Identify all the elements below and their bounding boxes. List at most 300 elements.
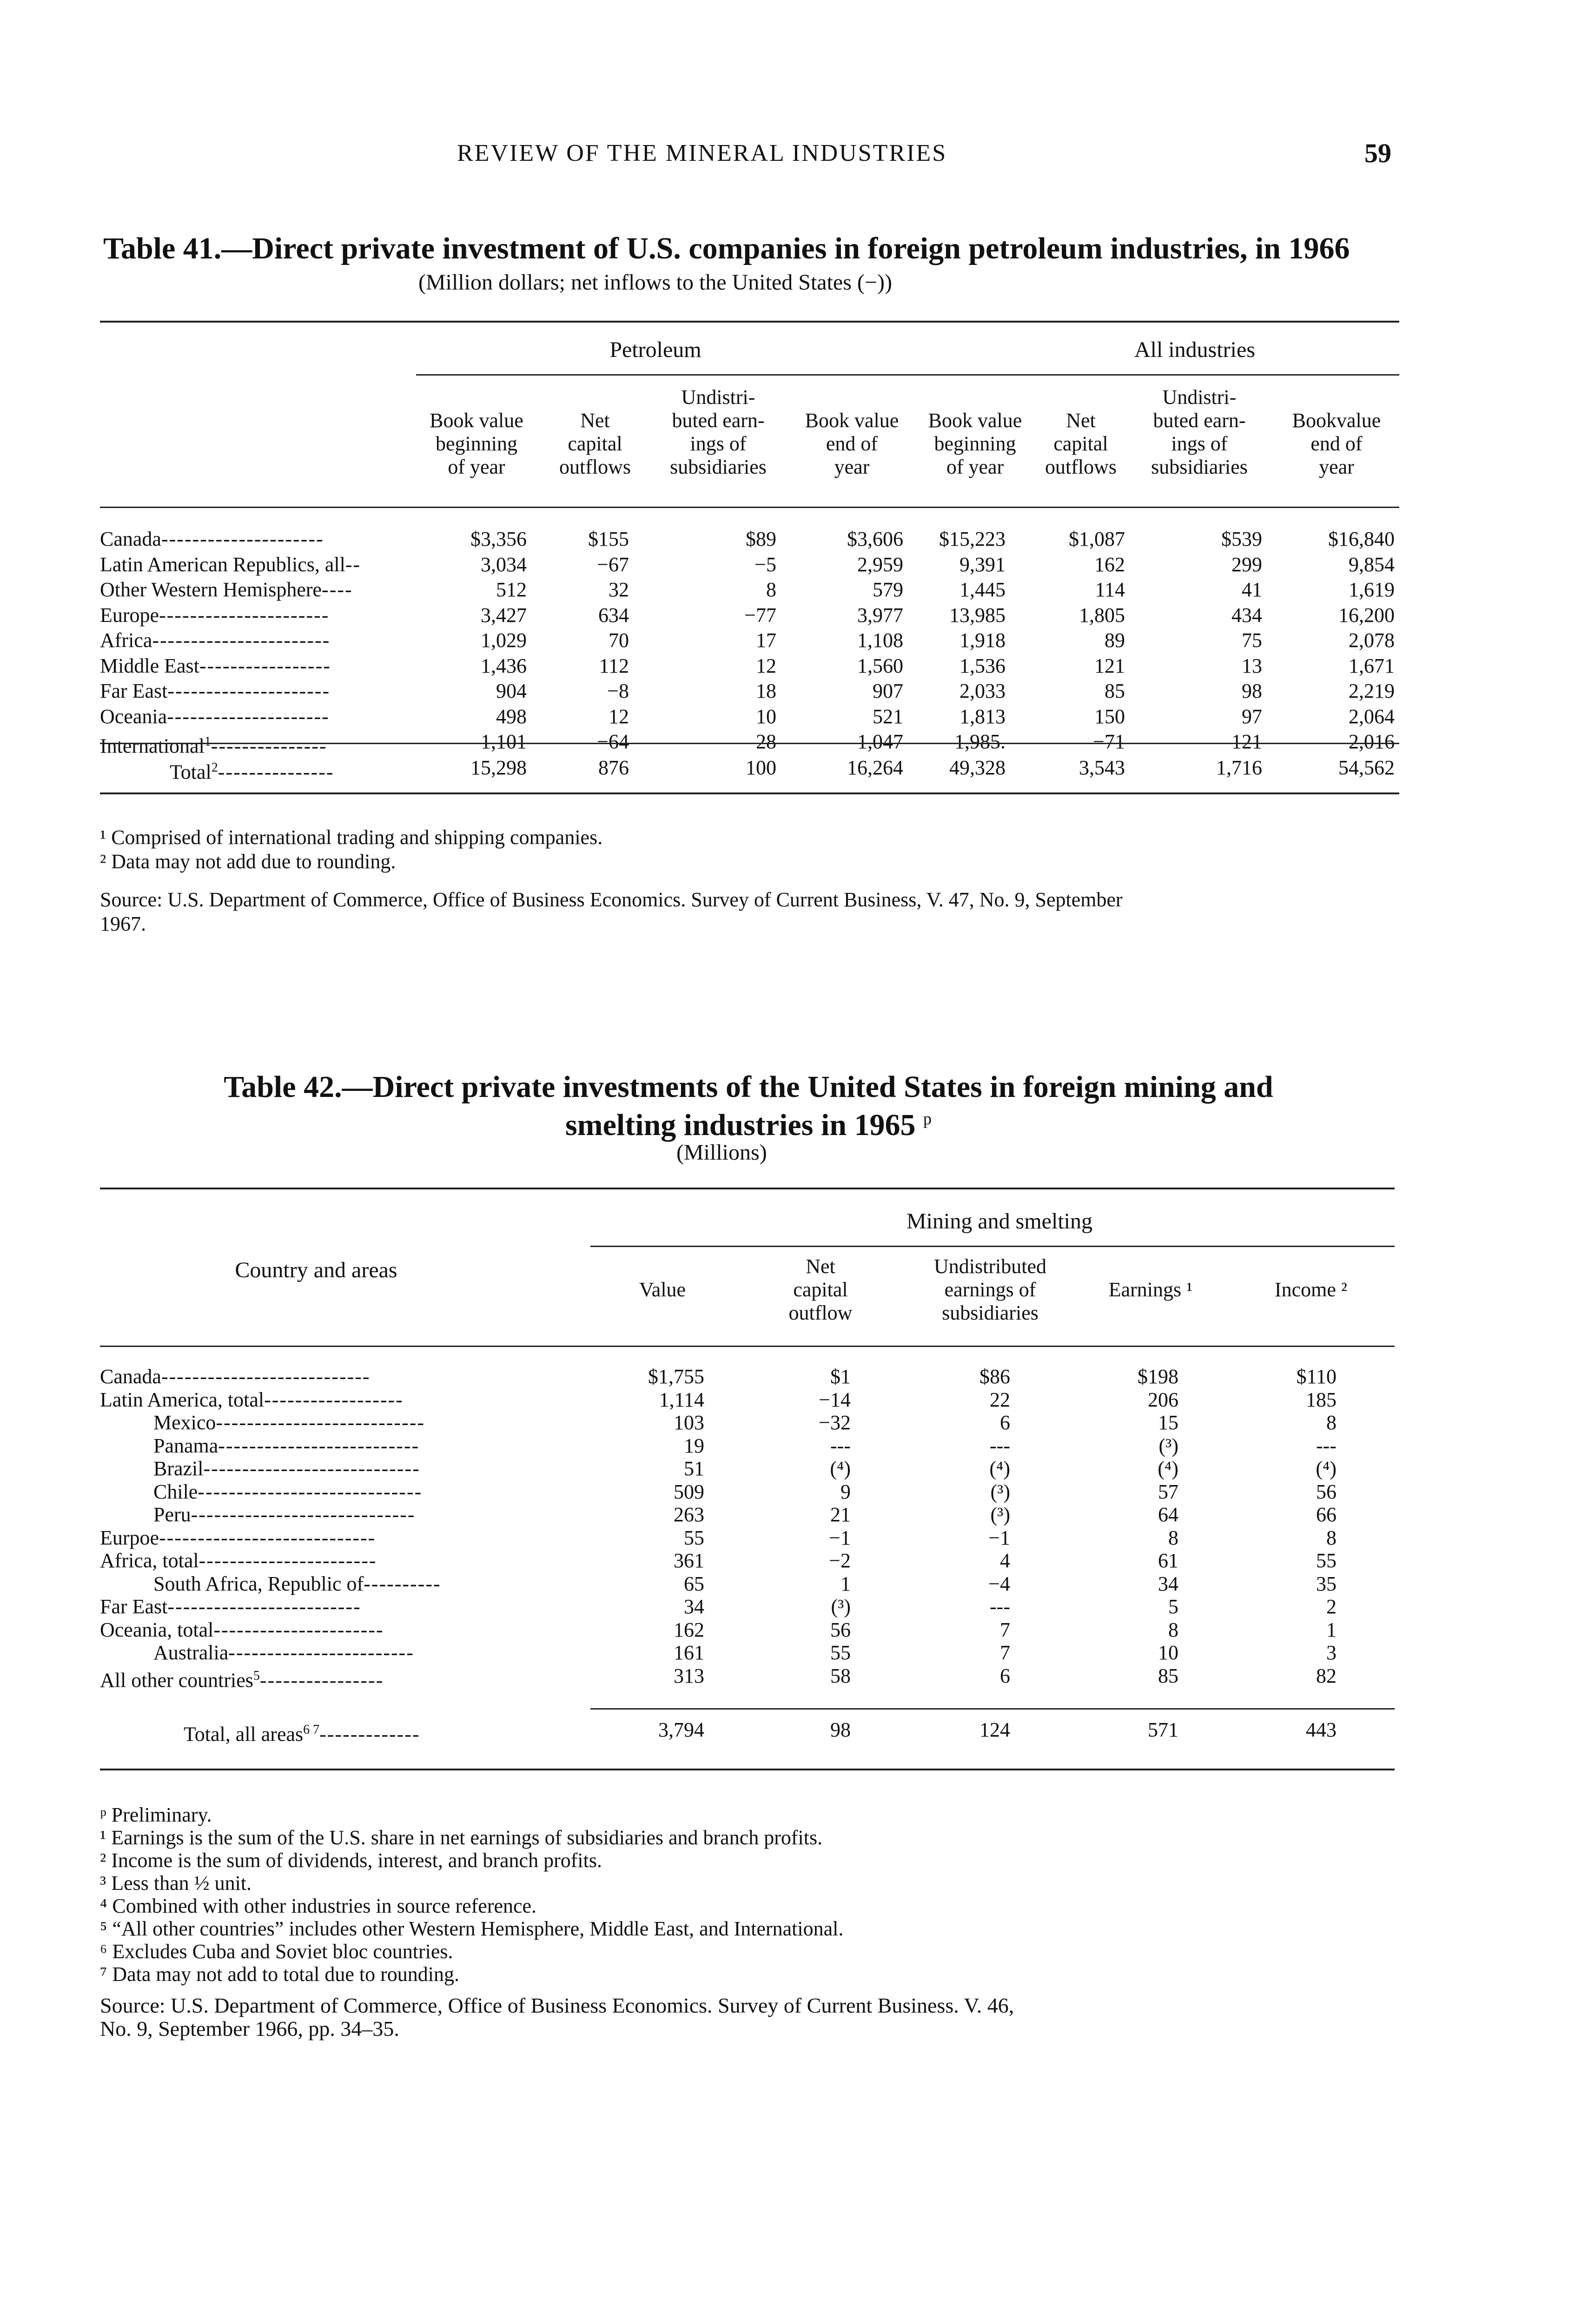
cell-value: 7 [1000, 1641, 1010, 1664]
table42-row [100, 1664, 1399, 1692]
row-label-text: Peru [153, 1503, 191, 1526]
footnote-ref: 6 7 [303, 1723, 320, 1737]
row-label-text: South Africa, Republic of [153, 1572, 364, 1595]
row-label-text: Oceania [100, 705, 167, 728]
table41-source-line1: Source: U.S. Department of Commerce, Office of Business Economics. Survey of Current Business, V. 47, No. 9, September [100, 888, 1123, 911]
table41-row [100, 729, 1399, 758]
cell-value: −5 [754, 553, 776, 576]
leader-dots: --------------------------- [161, 1365, 371, 1388]
cell-value: 1,029 [481, 629, 527, 652]
cell-value: −4 [988, 1572, 1010, 1595]
table42-footnote-p: ᵖ Preliminary. [100, 1803, 212, 1826]
cell-value: $1,755 [648, 1365, 704, 1388]
cell-value: 361 [674, 1549, 704, 1572]
cell-value: 1,918 [959, 629, 1006, 652]
cell-value: $198 [1138, 1365, 1178, 1388]
table41-col-head-5: Book value beginning of year [928, 409, 1022, 478]
cell-value: −1 [988, 1526, 1010, 1549]
cell-value: −1 [829, 1526, 851, 1549]
table41-row [100, 552, 1399, 577]
row-label-text: Far East [100, 1595, 168, 1618]
cell-value: 3,977 [857, 603, 903, 627]
cell-value: 1,985. [954, 730, 1006, 753]
row-label [100, 1618, 384, 1643]
table42-footnote-7: ⁷ Data may not add to total due to rounding. [100, 1963, 459, 1986]
cell-value: 54,562 [1338, 756, 1395, 779]
cell-value: (⁴) [1158, 1457, 1178, 1480]
cell-value: 17 [756, 629, 776, 652]
cell-value: 876 [598, 756, 629, 779]
cell-value: 21 [830, 1503, 851, 1526]
table41-footnotes [100, 825, 602, 874]
leader-dots: ------------------------- [167, 1595, 361, 1618]
cell-value: 51 [684, 1457, 704, 1480]
cell-value: 1,108 [857, 629, 903, 652]
cell-value: 1,805 [1079, 603, 1125, 627]
row-label-text: Middle East [100, 654, 199, 677]
cell-value: 89 [1105, 629, 1125, 652]
table42-group-rule [590, 1246, 1395, 1247]
cell-value: (³) [990, 1480, 1010, 1503]
table42-source [100, 1994, 1014, 2040]
table42-footnote-6: ⁶ Excludes Cuba and Soviet bloc countries. [100, 1940, 453, 1963]
cell-value: $1,087 [1069, 528, 1125, 550]
row-label-text: Other Western Hemisphere [100, 578, 322, 601]
cell-value: 6 [1000, 1411, 1010, 1434]
cell-value: 35 [1316, 1572, 1337, 1595]
row-label [153, 1410, 425, 1435]
row-label [100, 704, 330, 729]
cell-value: 22 [990, 1388, 1010, 1411]
cell-value: 55 [830, 1641, 851, 1664]
table42-row [100, 1548, 1399, 1573]
leader-dots: -- [345, 553, 361, 576]
cell-value: −32 [819, 1411, 851, 1434]
table41-col-head-3: Undistri- buted earn- ings of subsidiaries [670, 386, 767, 478]
cell-value: 85 [1105, 680, 1125, 702]
row-label [100, 1387, 404, 1413]
leader-dots: ---------------------------- [203, 1457, 420, 1480]
row-label [153, 1433, 419, 1459]
running-head: REVIEW OF THE MINERAL INDUSTRIES [457, 140, 947, 166]
row-label [100, 1594, 361, 1619]
table41-col-head-6: Net capital outflows [1045, 409, 1117, 478]
leader-dots: ------------- [319, 1723, 420, 1746]
table41-total-row [100, 755, 1399, 784]
row-label-text: Australia [153, 1641, 229, 1664]
cell-value: 9 [840, 1480, 851, 1503]
table42-row [100, 1618, 1399, 1643]
cell-value: $110 [1296, 1365, 1337, 1388]
cell-value: 100 [746, 756, 776, 779]
cell-value: 114 [1095, 578, 1125, 601]
table42-row [100, 1456, 1399, 1481]
table42-row [100, 1410, 1399, 1435]
cell-value: 121 [1094, 654, 1125, 677]
row-label-text: Oceania, total [100, 1618, 214, 1641]
table42-col-head-4: Earnings ¹ [1108, 1278, 1193, 1301]
cell-value: 1,114 [659, 1388, 704, 1411]
cell-value: 41 [1242, 578, 1262, 601]
cell-value: 579 [873, 578, 903, 601]
cell-value: −14 [819, 1388, 851, 1411]
row-label-text: Total, all areas [184, 1723, 304, 1746]
cell-value: 2,064 [1349, 705, 1395, 728]
footnote-ref: 5 [253, 1668, 260, 1683]
cell-value: 3 [1326, 1641, 1337, 1664]
table41-row [100, 704, 1399, 729]
row-label-text: Total [170, 760, 212, 784]
cell-value: 7 [1000, 1618, 1010, 1641]
cell-value: 12 [609, 705, 629, 728]
table42-top-rule [100, 1188, 1395, 1189]
cell-value: 18 [756, 680, 776, 702]
cell-value: 49,328 [949, 756, 1006, 779]
table41-bottom-rule [100, 792, 1399, 794]
table41-header-rule [100, 507, 1399, 508]
row-label [100, 1664, 384, 1693]
cell-value: --- [990, 1595, 1010, 1618]
cell-value: 1,671 [1349, 654, 1395, 677]
row-label-text: Canada [100, 528, 161, 550]
cell-value: 1,436 [481, 654, 527, 677]
cell-value: 8 [766, 578, 776, 601]
table42-title-line1: Table 42.—Direct private investments of the United States in foreign mining and [224, 1070, 1273, 1104]
table42-row [100, 1433, 1399, 1459]
table42-title [195, 1071, 1302, 1141]
table42-header-rule [100, 1346, 1395, 1347]
row-label-text: Latin America, total [100, 1388, 265, 1411]
footnote-ref: 2 [211, 760, 218, 775]
cell-value: 13 [1242, 654, 1262, 677]
table41-row [100, 654, 1399, 679]
cell-value: 82 [1316, 1664, 1337, 1687]
cell-value: 32 [609, 578, 629, 601]
leader-dots: --------------------- [167, 680, 331, 702]
cell-value: 3,427 [481, 603, 527, 627]
row-label [153, 1479, 422, 1505]
cell-value: 58 [830, 1664, 851, 1687]
table41-footnote-2: ² Data may not add due to rounding. [100, 850, 396, 873]
table42-footnote-4: ⁴ Combined with other industries in source reference. [100, 1895, 537, 1917]
cell-value: 1,560 [857, 654, 903, 677]
cell-value: 150 [1094, 705, 1125, 728]
cell-value: 56 [830, 1618, 851, 1641]
row-label [170, 755, 334, 785]
table41-top-rule [100, 321, 1399, 323]
cell-value: 75 [1242, 629, 1262, 652]
leader-dots: --------------------------- [216, 1411, 425, 1434]
row-label [100, 654, 331, 679]
cell-value: 162 [674, 1618, 704, 1641]
table42-row [100, 1502, 1399, 1527]
cell-value: 571 [1148, 1718, 1178, 1741]
table41-footnote-1: ¹ Comprised of international trading and shipping companies. [100, 826, 603, 849]
row-label [100, 552, 361, 577]
leader-dots: ----------------------------- [191, 1503, 416, 1526]
cell-value: 521 [873, 705, 903, 728]
cell-value: 15 [1158, 1411, 1178, 1434]
table41-row [100, 527, 1399, 552]
row-label-text: International [100, 734, 205, 758]
cell-value: $3,356 [470, 528, 527, 550]
cell-value: 103 [674, 1411, 704, 1434]
leader-dots: ---- [322, 578, 353, 601]
table41-col-head-4: Book value end of year [805, 409, 899, 478]
table42-title-line2: smelting industries in 1965 [565, 1108, 916, 1142]
cell-value: 16,264 [847, 756, 903, 779]
row-label [100, 628, 330, 653]
table42-source-line2: No. 9, September 1966, pp. 34–35. [100, 2017, 399, 2040]
row-label-text: Latin American Republics, all [100, 553, 345, 576]
cell-value: −77 [744, 603, 776, 627]
cell-value: 263 [674, 1503, 704, 1526]
cell-value: −64 [597, 730, 629, 753]
cell-value: 206 [1148, 1388, 1178, 1411]
cell-value: 1 [1326, 1618, 1337, 1641]
table42-row [100, 1571, 1399, 1597]
cell-value: 15,298 [470, 756, 527, 779]
cell-value: 124 [979, 1718, 1010, 1741]
cell-value: −71 [1093, 730, 1125, 753]
row-label [100, 1548, 377, 1573]
footnote-ref: 1 [204, 734, 211, 749]
cell-value: 19 [684, 1434, 704, 1457]
cell-value: (⁴) [1316, 1457, 1337, 1480]
table41-source [100, 888, 1123, 936]
table42-row [100, 1364, 1399, 1389]
table41-subtitle: (Million dollars; net inflows to the United States (−)) [418, 270, 892, 295]
table42-row [100, 1479, 1399, 1505]
row-label [100, 1364, 371, 1389]
table42-row [100, 1594, 1399, 1619]
cell-value: 8 [1326, 1526, 1337, 1549]
table42-row [100, 1525, 1399, 1551]
cell-value: $16,840 [1328, 528, 1395, 550]
cell-value: 907 [873, 680, 903, 702]
table41-row [100, 628, 1399, 653]
row-label-text: Europe [100, 603, 159, 627]
cell-value: 2,959 [857, 553, 903, 576]
cell-value: −67 [597, 553, 629, 576]
cell-value: 904 [496, 680, 527, 702]
cell-value: 1,445 [959, 578, 1006, 601]
cell-value: 8 [1326, 1411, 1337, 1434]
cell-value: 1,716 [1216, 756, 1262, 779]
table42-footnote-2: ² Income is the sum of dividends, interest, and branch profits. [100, 1849, 602, 1872]
row-label [100, 603, 329, 628]
row-label [153, 1502, 416, 1527]
table42-footnote-5: ⁵ “All other countries” includes other Western Hemisphere, Middle East, and International. [100, 1917, 844, 1940]
page-number: 59 [1364, 138, 1391, 168]
cell-value: 2,016 [1349, 730, 1395, 753]
cell-value: 161 [674, 1641, 704, 1664]
cell-value: 185 [1306, 1388, 1337, 1411]
cell-value: $89 [746, 528, 776, 550]
table41-row [100, 603, 1399, 628]
table42-col-head-3: Undistributed earnings of subsidiaries [934, 1255, 1046, 1324]
leader-dots: ---------------- [259, 1669, 384, 1692]
cell-value: (⁴) [830, 1457, 851, 1480]
cell-value: 66 [1316, 1503, 1337, 1526]
cell-value: 1,536 [959, 654, 1006, 677]
table41-group-petroleum: Petroleum [609, 337, 701, 362]
table42-title-sup: p [923, 1109, 932, 1128]
cell-value: 13,985 [949, 603, 1006, 627]
cell-value: $86 [979, 1365, 1010, 1388]
leader-dots: ----------------------- [152, 629, 331, 652]
row-label-text: Africa [100, 629, 152, 652]
table42-footnote-1: ¹ Earnings is the sum of the U.S. share in net earnings of subsidiaries and branch profits. [100, 1826, 823, 1849]
cell-value: 2,078 [1349, 629, 1395, 652]
table42-col-head-5: Income ² [1274, 1278, 1348, 1301]
cell-value: 16,200 [1338, 603, 1395, 627]
leader-dots: ----------------- [199, 654, 331, 677]
cell-value: 5 [1168, 1595, 1178, 1618]
cell-value: −2 [829, 1549, 851, 1572]
cell-value: 3,794 [658, 1718, 704, 1741]
cell-value: 12 [756, 654, 776, 677]
cell-value: 1,619 [1349, 578, 1395, 601]
cell-value: 28 [756, 730, 776, 753]
cell-value: 2 [1326, 1595, 1337, 1618]
cell-value: 70 [609, 629, 629, 652]
table41-total-rule [100, 743, 1399, 744]
cell-value: 85 [1158, 1664, 1178, 1687]
row-label-text: Chile [153, 1480, 198, 1503]
leader-dots: --------------- [218, 760, 334, 784]
cell-value: 1,047 [857, 730, 903, 753]
cell-value: $155 [588, 528, 629, 550]
cell-value: 10 [1158, 1641, 1178, 1664]
cell-value: 64 [1158, 1503, 1178, 1526]
cell-value: $539 [1221, 528, 1262, 550]
cell-value: 9,854 [1349, 553, 1395, 576]
table41-col-head-7: Undistri- buted earn- ings of subsidiaries [1151, 386, 1248, 478]
cell-value: 1,101 [481, 730, 527, 753]
leader-dots: -------------------------- [218, 1434, 420, 1457]
cell-value: --- [1316, 1434, 1337, 1457]
table42-col-head-1: Value [639, 1278, 686, 1301]
leader-dots: ---------------------- [159, 603, 330, 627]
cell-value: (⁴) [989, 1457, 1010, 1480]
cell-value: 98 [1242, 680, 1262, 702]
table41-col-head-2: Net capital outflows [559, 409, 631, 478]
table41-title: Table 41.—Direct private investment of U.S. companies in foreign petroleum industries, in 1966 [103, 231, 1350, 265]
cell-value: 313 [674, 1664, 704, 1687]
table41-row [100, 577, 1399, 602]
table42-footnotes [100, 1803, 843, 1986]
table42-total-row [100, 1717, 1399, 1746]
cell-value: 8 [1168, 1618, 1178, 1641]
cell-value: 4 [1000, 1549, 1010, 1572]
leader-dots: ---------- [364, 1572, 441, 1595]
cell-value: 434 [1231, 603, 1262, 627]
table42-total-rule [590, 1708, 1395, 1710]
cell-value: $1 [830, 1365, 851, 1388]
leader-dots: --------------------- [161, 528, 324, 550]
leader-dots: --------------------- [167, 705, 330, 728]
cell-value: 299 [1231, 553, 1262, 576]
table42-row [100, 1387, 1399, 1413]
cell-value: 34 [1158, 1572, 1178, 1595]
row-label-text: Eurpoe [100, 1526, 159, 1549]
cell-value: 443 [1306, 1718, 1337, 1741]
cell-value: 121 [1231, 730, 1262, 753]
table41-col-head-1: Book value beginning of year [430, 409, 523, 478]
cell-value: (³) [831, 1595, 851, 1618]
cell-value: 634 [598, 603, 629, 627]
cell-value: 2,033 [959, 680, 1006, 702]
cell-value: 3,034 [481, 553, 527, 576]
table42-col-head-2: Net capital outflow [788, 1255, 853, 1324]
row-label-text: Panama [153, 1434, 218, 1457]
cell-value: 61 [1158, 1549, 1178, 1572]
cell-value: 8 [1168, 1526, 1178, 1549]
cell-value: 57 [1158, 1480, 1178, 1503]
table41-group-rule [416, 374, 1399, 376]
cell-value: 6 [1000, 1664, 1010, 1687]
leader-dots: ---------------------------- [159, 1526, 376, 1549]
table41-row [100, 679, 1399, 704]
row-label-text: Africa, total [100, 1549, 199, 1572]
leader-dots: ---------------------- [213, 1618, 384, 1641]
cell-value: 498 [496, 705, 527, 728]
table41-source-line2: 1967. [100, 912, 146, 935]
cell-value: 10 [756, 705, 776, 728]
cell-value: 1 [840, 1572, 851, 1595]
cell-value: $3,606 [847, 528, 903, 550]
cell-value: −8 [607, 680, 629, 702]
leader-dots: ----------------------------- [198, 1480, 423, 1503]
table41-group-all-industries: All industries [1134, 337, 1255, 362]
cell-value: 56 [1316, 1480, 1337, 1503]
leader-dots: --------------- [211, 734, 327, 758]
table42-footnote-3: ³ Less than ½ unit. [100, 1872, 252, 1895]
cell-value: --- [990, 1434, 1010, 1457]
cell-value: 512 [496, 578, 527, 601]
row-label [153, 1640, 414, 1665]
row-label-text: Brazil [153, 1457, 204, 1480]
table42-group-mining: Mining and smelting [906, 1209, 1092, 1234]
cell-value: 9,391 [959, 553, 1006, 576]
row-label [153, 1571, 441, 1597]
row-label-text: All other countries [100, 1669, 253, 1692]
cell-value: (³) [990, 1503, 1010, 1526]
cell-value: 1,813 [959, 705, 1006, 728]
row-label [153, 1456, 420, 1481]
cell-value: 55 [684, 1526, 704, 1549]
cell-value: 97 [1242, 705, 1262, 728]
row-label [100, 1525, 376, 1551]
table42-subtitle: (Millions) [676, 1140, 767, 1165]
cell-value: 98 [830, 1718, 851, 1741]
leader-dots: ----------------------- [198, 1549, 377, 1572]
cell-value: 2,219 [1349, 680, 1395, 702]
cell-value: 509 [674, 1480, 704, 1503]
cell-value: 34 [684, 1595, 704, 1618]
row-label-text: Mexico [153, 1411, 216, 1434]
table41-col-head-8: Bookvalue end of year [1292, 409, 1381, 478]
leader-dots: ------------------------ [228, 1641, 414, 1664]
cell-value: --- [830, 1434, 851, 1457]
table42-stub-head: Country and areas [235, 1258, 397, 1282]
row-label-text: Far East [100, 680, 168, 702]
row-label [100, 527, 324, 552]
table42-bottom-rule [100, 1769, 1395, 1770]
cell-value: $15,223 [939, 528, 1006, 550]
cell-value: (³) [1158, 1434, 1178, 1457]
